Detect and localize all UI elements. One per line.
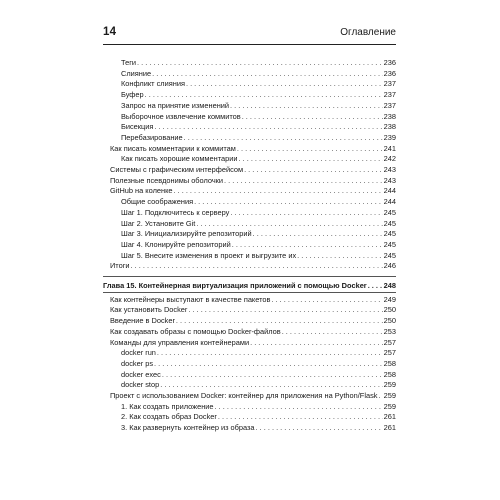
dot-leader [174,186,383,196]
toc-entry-page: 237 [383,100,396,110]
toc-entry-label: Введение в Docker [110,316,175,326]
toc-entry-page: 250 [383,316,396,326]
toc-entry-label: Глава 15. Контейнерная виртуализация приложений с помощью Docker [103,281,367,290]
toc-entry-page: 258 [383,369,396,379]
running-head: Оглавление [340,27,396,38]
dot-leader [244,165,383,175]
toc-entry[interactable] [121,208,396,218]
toc-entry[interactable] [121,423,396,433]
dot-leader [230,208,382,218]
dot-leader [196,219,382,229]
dot-leader [218,412,383,422]
toc-entry-label: Как писать хорошие комментарии [121,154,238,164]
toc-entry[interactable] [121,154,396,164]
toc-entry-label: Шаг 2. Установите Git [121,218,196,228]
toc-entry-label: Конфликт слияния [121,79,185,89]
toc-entry-label: Команды для управления контейнерами [110,337,250,347]
dot-leader [239,154,383,164]
toc-entry-page: 238 [383,122,396,132]
toc-entry[interactable] [121,251,396,261]
dot-leader [157,348,383,358]
toc-entry-label: Запрос на принятие изменений [121,100,230,110]
dot-leader [271,295,382,305]
toc-entry-label: Как создавать образы с помощью Docker-файлов [110,326,281,336]
toc-entry[interactable] [110,391,396,401]
toc-entry-label: docker stop [121,380,160,390]
toc-entry-page: 245 [383,250,396,260]
toc-entry-label: Перебазирование [121,132,183,142]
toc-entry[interactable] [121,122,396,132]
toc-entry[interactable] [110,176,396,186]
toc-entry-label: 3. Как развернуть контейнер из образа [121,423,255,433]
toc-entry-page: 257 [383,348,396,358]
toc-entry-page: 242 [383,154,396,164]
dot-leader [297,251,383,261]
toc-entry-page: 244 [383,197,396,207]
toc-entry-page: 238 [383,111,396,121]
dot-leader [154,122,382,132]
toc-entry-label: Слияние [121,68,152,78]
dot-leader [162,370,383,380]
toc-entry[interactable] [121,197,396,207]
toc-entry-label: docker ps [121,358,154,368]
toc-entry-label: Системы с графическим интерфейсом [110,165,244,174]
dot-leader [237,144,383,154]
toc-entry[interactable] [110,144,396,154]
toc-entry-page: 245 [383,218,396,228]
toc-entry[interactable] [110,316,396,326]
toc-entry-page: 261 [383,423,396,433]
toc-entry-label: Проект с использованием Docker: контейнер для приложения на Python/Flask [110,391,378,400]
toc-entry[interactable] [110,186,396,196]
dot-leader [186,79,383,89]
dot-leader [152,69,383,79]
toc-entry-page: 236 [383,68,396,78]
toc-entry[interactable] [121,370,396,380]
toc-entry[interactable] [121,69,396,79]
toc-entry[interactable] [121,219,396,229]
toc-entry[interactable] [121,359,396,369]
dot-leader [215,402,383,412]
toc-entry-page: 246 [383,261,396,271]
toc-entry-page: 259 [383,380,396,390]
toc-entry-label: Как писать комментарии к коммитам [110,143,236,153]
toc-entry-label: 1. Как создать приложение [121,401,214,411]
toc-entry-label: Бисекция [121,122,154,132]
dot-leader [230,101,383,111]
toc-entry-label: Итоги [110,261,130,271]
dot-leader [242,112,383,122]
toc-entry-label: GitHub на коленке [110,186,173,196]
dot-leader [131,261,383,271]
toc-entry[interactable] [121,90,396,100]
dot-leader [250,338,383,348]
toc-entry-label: Шаг 5. Внесите изменения в проект и выгрузите их [121,250,297,260]
toc-entry-label: Теги [121,58,137,67]
dot-leader [154,359,383,369]
toc-entry-page: 257 [383,337,396,347]
toc-entry-page: 239 [383,132,396,142]
toc-entry[interactable] [121,412,396,422]
toc-entry-page: 241 [383,143,396,153]
toc-entry[interactable] [110,261,396,271]
chapter-rule-top [103,276,396,277]
toc-entry[interactable] [110,327,396,337]
toc-entry-label: Буфер [121,90,144,100]
page-number: 14 [103,26,117,38]
dot-leader [232,240,383,250]
dot-leader [160,380,382,390]
toc-chapter-entry[interactable] [103,281,396,291]
toc-entry[interactable] [121,380,396,390]
toc-entry-page: 248 [383,281,396,290]
toc-entry[interactable] [121,229,396,239]
toc-entry-page: 244 [383,186,396,196]
dot-leader [224,176,383,186]
chapter-rule-bottom [103,292,396,293]
dot-leader [253,229,383,239]
toc-entry-page: 243 [383,165,396,174]
toc-entry-page: 249 [383,294,396,304]
toc-entry-label: Шаг 3. Инициализируйте репозиторий [121,229,252,239]
toc-entry[interactable] [110,305,396,315]
toc-entry-label: docker exec [121,369,161,379]
toc-entry[interactable] [121,348,396,358]
dot-leader [176,316,383,326]
dot-leader [188,305,382,315]
dot-leader [378,391,382,401]
toc-entry-page: 253 [383,326,396,336]
dot-leader [137,58,383,68]
toc-entry-page: 259 [383,401,396,411]
toc-entry-label: Как контейнеры выступают в качестве пакетов [110,294,271,304]
toc-entry-label: Как установить Docker [110,305,188,315]
dot-leader [194,197,383,207]
dot-leader [145,90,383,100]
toc-entry[interactable] [121,79,396,89]
toc-entry-page: 243 [383,175,396,185]
toc-entry-label: Общие соображения [121,197,194,207]
toc-entry[interactable] [110,338,396,348]
toc-entry-label: Полезные псевдонимы оболочки [110,175,224,185]
toc-entry[interactable] [110,165,396,175]
toc-entry-label: Шаг 1. Подключитесь к серверу [121,207,230,217]
toc-entry[interactable] [121,101,396,111]
toc-entry[interactable] [121,133,396,143]
toc-entry-page: 250 [383,305,396,315]
dot-leader [282,327,383,337]
toc-entry[interactable] [110,295,396,305]
toc-entry-page: 259 [383,391,396,400]
toc-entry-page: 258 [383,358,396,368]
toc-entry[interactable] [121,240,396,250]
toc-entry-page: 261 [383,412,396,422]
dot-leader [256,423,383,433]
toc-entry-label: Выборочное извлечение коммитов [121,111,241,121]
toc-entry-page: 236 [383,58,396,67]
toc-entry-label: 2. Как создать образ Docker [121,412,217,422]
toc-entry-label: docker run [121,348,156,358]
toc-entry[interactable] [121,402,396,412]
toc-entry-page: 237 [383,79,396,89]
toc-entry-page: 245 [383,207,396,217]
dot-leader [184,133,383,143]
toc-entry[interactable] [121,112,396,122]
toc-entry-page: 245 [383,239,396,249]
dot-leader [368,281,383,291]
toc-entry-page: 237 [383,90,396,100]
toc-entry-page: 245 [383,229,396,239]
toc-entry-label: Шаг 4. Клонируйте репозиторий [121,239,231,249]
toc-entry[interactable] [121,58,396,68]
